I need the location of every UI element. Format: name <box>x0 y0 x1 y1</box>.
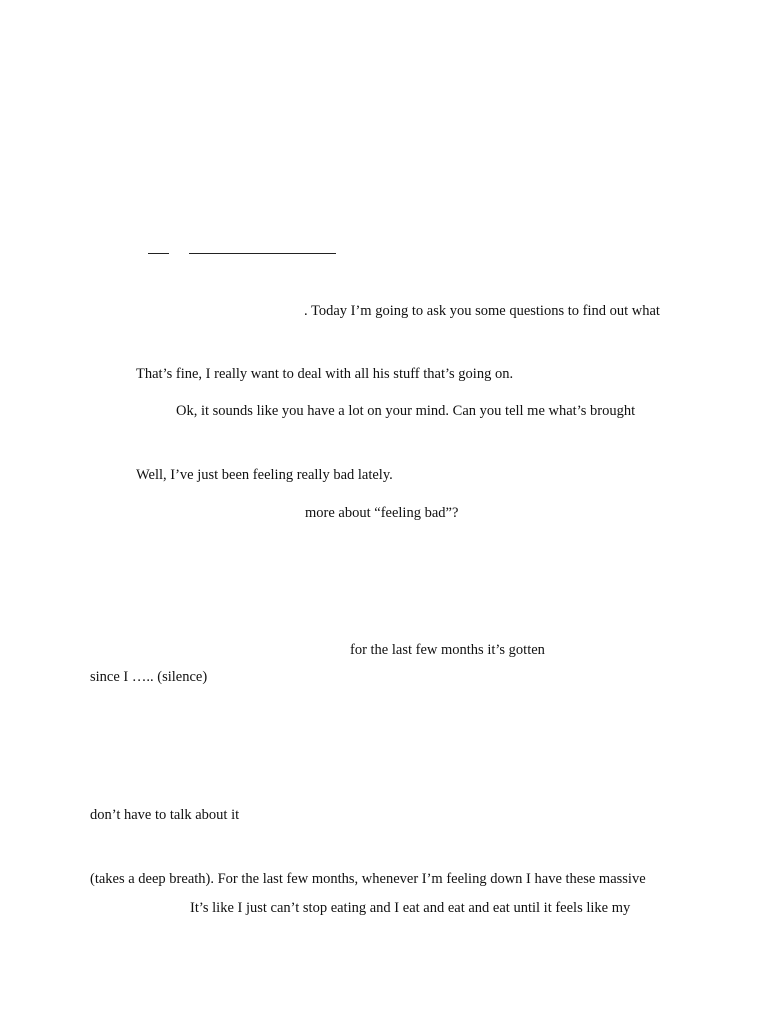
text-line: Well, I’ve just been feeling really bad lately. <box>136 467 393 483</box>
text-line: don’t have to talk about it <box>90 807 240 823</box>
text-line: It’s like I just can’t stop eating and I eat and eat and eat until it feels like my <box>190 900 631 916</box>
text-line: That’s fine, I really want to deal with all his stuff that’s going on. <box>136 366 514 382</box>
text-line: Ok, it sounds like you have a lot on your mind. Can you tell me what’s brought <box>176 403 636 419</box>
blank-line-long <box>189 253 336 254</box>
blank-line-short <box>148 253 169 254</box>
text-line: . Today I’m going to ask you some questions to find out what <box>304 303 660 319</box>
text-line: (takes a deep breath). For the last few months, whenever I’m feeling down I have these massive <box>90 871 646 887</box>
text-line: since I ….. (silence) <box>90 669 208 685</box>
text-line: more about “feeling bad”? <box>305 505 459 521</box>
text-line: for the last few months it’s gotten <box>350 642 545 658</box>
